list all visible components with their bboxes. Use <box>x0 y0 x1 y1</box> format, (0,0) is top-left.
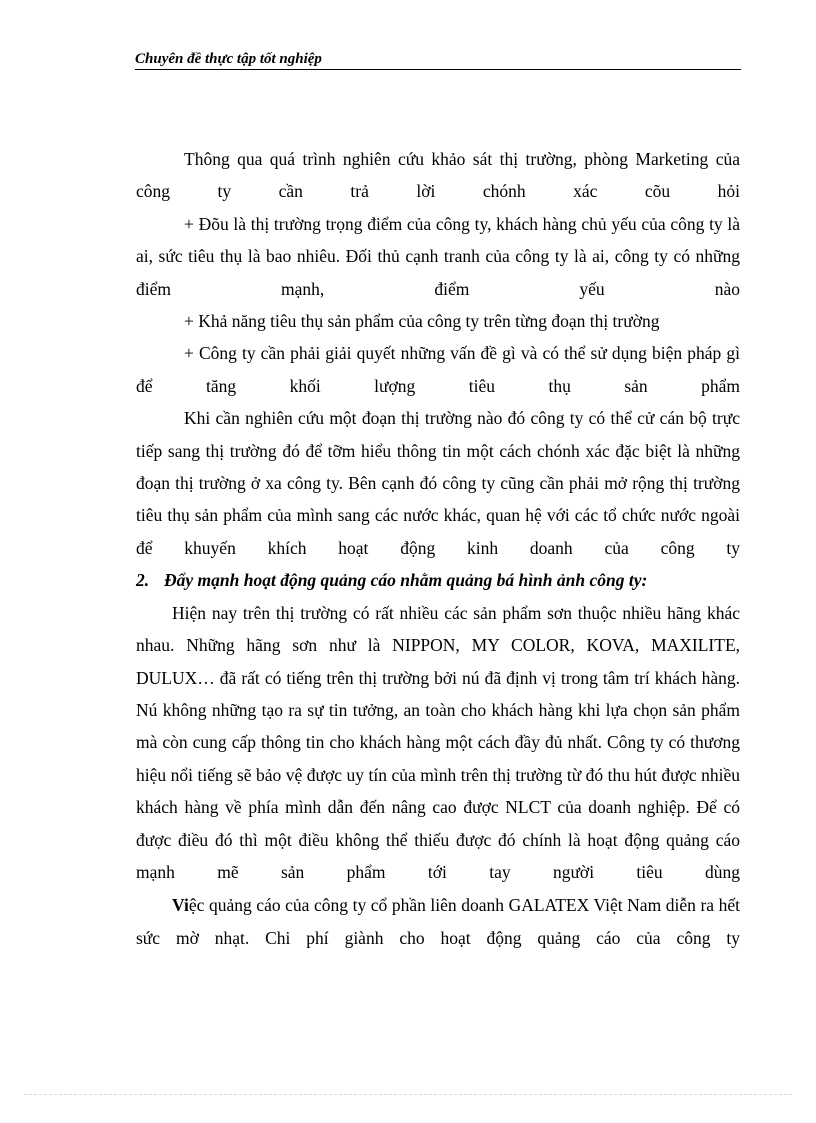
header-title: Chuyên đề thực tập tốt nghiệp <box>135 51 322 67</box>
paragraph: Hiện nay trên thị trường có rất nhiều các sản phẩm sơn thuộc nhiều hãng khác nhau. Những hãng sơn như là NIPPON, MY COLOR, KOVA, MAXILITE, DULUX… đã rất có tiếng trên thị trường bởi nú đã định vị trong tâm trí khách hàng. Nú không những tạo ra sự tin tưởng, an toàn cho khách hàng khi lựa chọn sản phẩm mà còn cung cấp thông tin cho khách hàng một cách đầy đủ nhất. Công ty có thương hiệu nổi tiếng sẽ bảo vệ được uy tín của mình trên thị trường từ đó thu hút được nhiều khách hàng về phía mình dẫn đến nâng cao được NLCT của doanh nghiệp. Để có được điều đó thì một điều không thể thiếu được đó chính là hoạt động quảng cáo mạnh mẽ sản phẩm tới tay người tiêu dùng <box>136 602 741 882</box>
paragraph: Việc quảng cáo của công ty cổ phần liên doanh GALATEX Việt Nam diễn ra hết sức mờ nhạt. Chi phí giành cho hoạt động quảng cáo của công ty <box>136 895 741 948</box>
paragraph: + Đõu là thị trường trọng điểm của công ty, khách hàng chủ yếu của công ty là ai, sức tiêu thụ là bao nhiêu. Đối thủ cạnh tranh của công ty là ai, công ty có những điểm mạnh, điểm yếu nào <box>136 213 741 299</box>
lead-text: Vi <box>172 895 189 916</box>
section-number: 2. <box>136 570 150 591</box>
document-body <box>136 143 740 954</box>
paragraph: Khi cần nghiên cứu một đoạn thị trường nào đó công ty có thể cử cán bộ trực tiếp sang thị trường đó để tỡm hiểu thông tin một cách chónh xác đặc biệt là những đoạn thị trường ở xa công ty. Bên cạnh đó công ty cũng cần phải mở rộng thị trường tiêu thụ sản phẩm của mình sang các nước khác, quan hệ với các tổ chức nước ngoài để khuyến khích hoạt động kinh doanh của công ty <box>136 408 741 558</box>
paragraph: + Khả năng tiêu thụ sản phẩm của công ty trên từng đoạn thị trường <box>184 311 660 332</box>
paragraph: + Công ty cần phải giải quyết những vấn đề gì và có thể sử dụng biện pháp gì để tăng khối lượng tiêu thụ sản phẩm <box>136 343 740 396</box>
page-footer-divider <box>24 1094 792 1095</box>
section-title: Đẩy mạnh hoạt động quảng cáo nhằm quảng bá hình ảnh công ty: <box>164 570 648 591</box>
page-header <box>135 50 741 70</box>
section-heading <box>136 564 740 596</box>
paragraph: Thông qua quá trình nghiên cứu khảo sát thị trường, phòng Marketing của công ty cần trả lời chónh xác cõu hỏi <box>136 149 741 202</box>
